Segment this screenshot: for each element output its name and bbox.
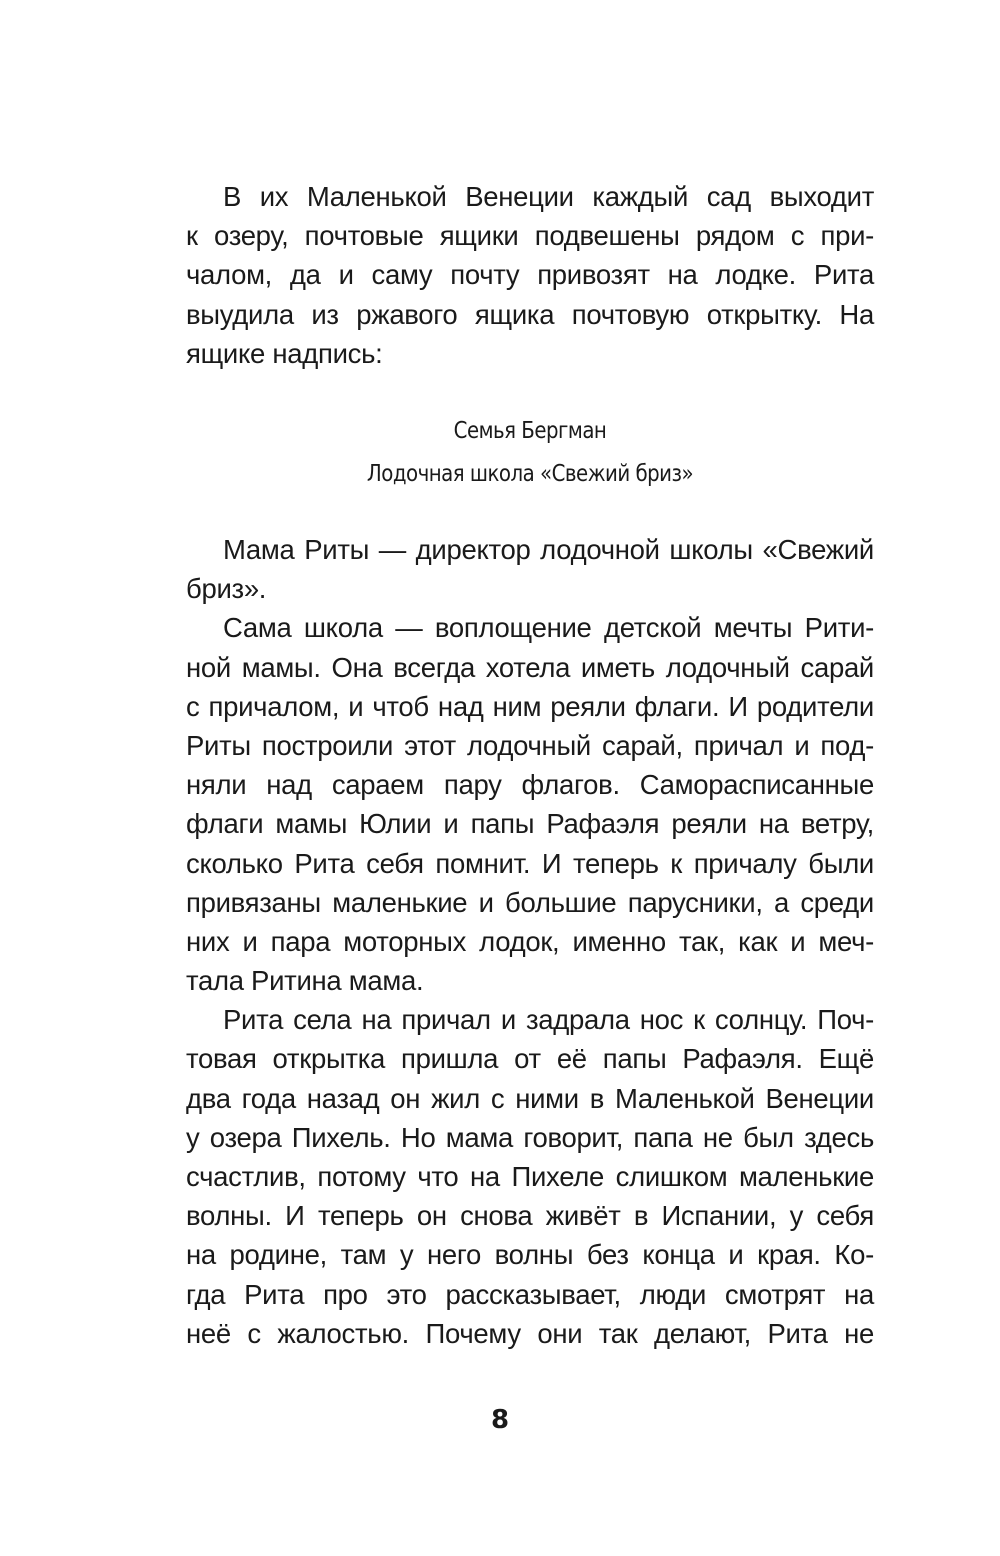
sign-family-name: Семья Бергман [453, 418, 607, 444]
page-number: 8 [490, 1405, 510, 1435]
text-line: гда Рита про это рассказывает, люди смотрят на [186, 1278, 874, 1310]
text-line: неё с жалостью. Почему они так делают, Рита не [186, 1317, 874, 1349]
text-line: сколько Рита себя помнит. И теперь к причалу были [186, 847, 874, 879]
intro-paragraph [186, 177, 874, 373]
text-line: Сама школа — воплощение детской мечты Рити- [223, 612, 874, 644]
text-line: волны. И теперь он снова живёт в Испании, у себя [186, 1200, 874, 1232]
text-line: выудила из ржавого ящика почтовую открытку. На [186, 298, 874, 330]
text-line: Рита села на причал и задрала нос к солнцу. Поч- [223, 1004, 874, 1036]
text-line: к озеру, почтовые ящики подвешены рядом с при- [186, 220, 874, 252]
text-line: флаги мамы Юлии и папы Рафаэля реяли на ветру, [186, 808, 874, 840]
text-line: на родине, там у него волны без конца и края. Ко- [186, 1239, 874, 1271]
text-line: ной мамы. Она всегда хотела иметь лодочный сарай [186, 651, 874, 683]
text-line: бриз». [186, 573, 267, 605]
text-line: товая открытка пришла от её папы Рафаэля. Ещё [186, 1043, 874, 1075]
sign-school-name: Лодочная школа «Свежий бриз» [366, 461, 694, 487]
text-line: няли над сараем пару флагов. Саморасписанные [186, 769, 874, 801]
mailbox-sign [234, 410, 826, 496]
text-line: Мама Риты — директор лодочной школы «Свежий [223, 534, 874, 565]
text-line: В их Маленькой Венеции каждый сад выходит [223, 181, 874, 212]
text-line: привязаны маленькие и большие парусники, а среди [186, 886, 874, 918]
text-line: чалом, да и саму почту привозят на лодке. Рита [186, 259, 874, 291]
text-line: счастлив, потому что на Пихеле слишком маленькие [186, 1161, 874, 1192]
text-line: два года назад он жил с ними в Маленькой Венеции [186, 1082, 874, 1114]
text-line: ящике надпись: [186, 337, 383, 369]
body-text [186, 530, 874, 1353]
text-line: них и пара моторных лодок, именно так, как и меч- [186, 925, 874, 957]
text-line: с причалом, и чтоб над ним реяли флаги. И родители [186, 690, 874, 722]
text-line: Риты построили этот лодочный сарай, причал и под- [186, 729, 874, 761]
text-line: тала Ритина мама. [186, 965, 424, 997]
text-line: у озера Пихель. Но мама говорит, папа не был здесь [186, 1121, 874, 1153]
